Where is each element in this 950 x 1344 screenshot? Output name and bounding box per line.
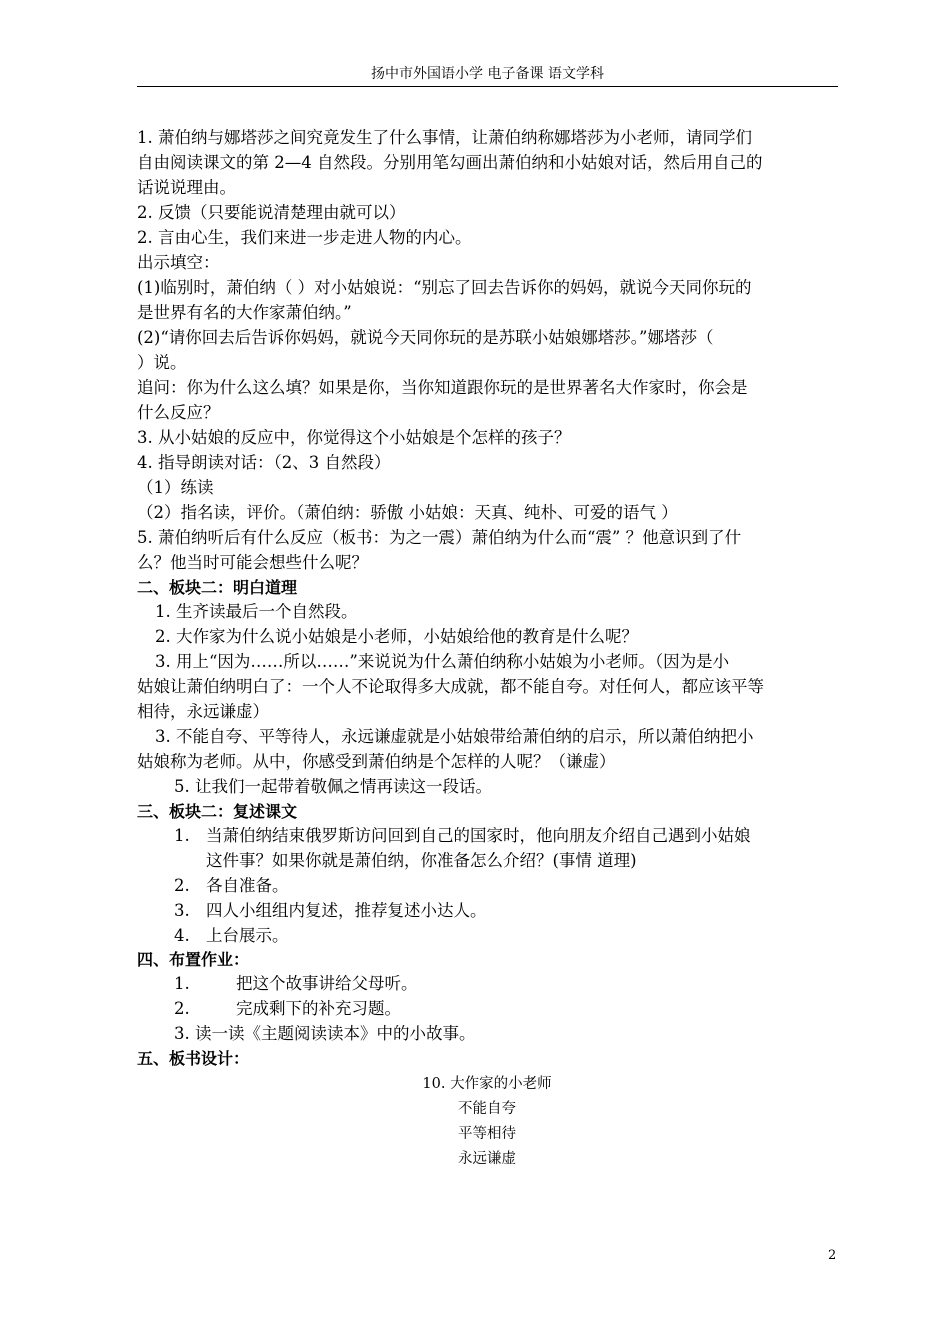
list-item xyxy=(174,874,289,898)
paragraph-line: 3. 从小姑娘的反应中，你觉得这个小姑娘是个怎样的孩子？ xyxy=(137,428,571,447)
list-number: 2. xyxy=(174,876,190,895)
paragraph-line: 追问：你为什么这么填？如果是你，当你知道跟你玩的是世界著名大作家时，你会是 xyxy=(137,378,748,397)
list-item: 3. 读一读《主题阅读读本》中的小故事。 xyxy=(174,1024,476,1043)
list-number: 4. xyxy=(174,926,190,945)
paragraph-line: 话说说理由。 xyxy=(137,178,236,197)
list-item xyxy=(174,824,751,848)
list-item-text: 上台展示。 xyxy=(206,926,289,945)
list-item xyxy=(174,924,289,948)
paragraph-line: 5. 萧伯纳听后有什么反应（板书：为之一震）萧伯纳为什么而“震” ？他意识到了什 xyxy=(137,528,742,547)
list-item: 5. 让我们一起带着敬佩之情再读这一段话。 xyxy=(174,777,492,796)
paragraph-line: 么？他当时可能会想些什么呢？ xyxy=(137,553,368,572)
list-item-text: 四人小组组内复述，推荐复述小达人。 xyxy=(206,901,487,920)
list-item xyxy=(174,899,487,923)
board-line: 永远谦虚 xyxy=(458,1151,516,1167)
board-title: 10. 大作家的小老师 xyxy=(422,1076,552,1092)
board-line: 不能自夸 xyxy=(458,1101,516,1117)
list-item-continuation: 姑娘让萧伯纳明白了：一个人不论取得多大成就，都不能自夸。对任何人，都应该平等 xyxy=(137,677,764,696)
list-number: 3. xyxy=(174,901,190,920)
paragraph-line: （2）指名读，评价。（萧伯纳：骄傲 小姑娘：天真、纯朴、可爱的语气 ） xyxy=(137,503,678,522)
section-heading: 五、板书设计： xyxy=(137,1049,250,1068)
paragraph-line: （1）练读 xyxy=(137,478,214,497)
paragraph-line: 4. 指导朗读对话：（2、3 自然段） xyxy=(137,453,391,472)
paragraph-line: 出示填空： xyxy=(137,253,220,272)
list-item xyxy=(174,972,418,996)
list-item-text: 完成剩下的补充习题。 xyxy=(236,999,401,1018)
board-line: 平等相待 xyxy=(458,1126,516,1142)
list-item: 1. 生齐读最后一个自然段。 xyxy=(155,602,358,621)
paragraph-line: 自由阅读课文的第 2—4 自然段。分别用笔勾画出萧伯纳和小姑娘对话，然后用自己的 xyxy=(137,153,763,172)
paragraph-line: (1)临别时，萧伯纳（ ）对小姑娘说：“别忘了回去告诉你的妈妈，就说今天同你玩的 xyxy=(137,278,752,297)
list-item: 3. 用上“因为……所以……”来说说为什么萧伯纳称小姑娘为小老师。（因为是小 xyxy=(155,652,730,671)
paragraph-line: 1. 萧伯纳与娜塔莎之间究竟发生了什么事情，让萧伯纳称娜塔莎为小老师，请同学们 xyxy=(137,128,752,147)
page-header: 扬中市外国语小学 电子备课 语文学科 xyxy=(371,66,604,82)
list-number: 1. xyxy=(174,974,190,993)
section-heading: 四、布置作业： xyxy=(137,950,250,969)
list-item-continuation: 这件事？如果你就是萧伯纳，你准备怎么介绍？(事情 道理) xyxy=(206,851,637,870)
list-item-text: 当萧伯纳结束俄罗斯访问回到自己的国家时，他向朋友介绍自己遇到小姑娘 xyxy=(206,826,751,845)
section-heading: 三、板块二：复述课文 xyxy=(137,802,298,821)
list-item-text: 各自准备。 xyxy=(206,876,289,895)
page-number: 2 xyxy=(828,1248,837,1263)
paragraph-line: 是世界有名的大作家萧伯纳。” xyxy=(137,303,352,322)
list-item-text: 把这个故事讲给父母听。 xyxy=(236,974,418,993)
paragraph-line: 什么反应？ xyxy=(137,403,220,422)
list-item-continuation: 相待，永远谦虚） xyxy=(137,702,269,721)
list-item: 3. 不能自夸、平等待人，永远谦虚就是小姑娘带给萧伯纳的启示，所以萧伯纳把小 xyxy=(155,727,754,746)
header-divider xyxy=(137,86,838,87)
list-number: 2. xyxy=(174,999,190,1018)
list-item xyxy=(174,997,401,1021)
paragraph-line: (2)“请你回去后告诉你妈妈，就说今天同你玩的是苏联小姑娘娜塔莎。”娜塔莎（ xyxy=(137,328,714,347)
paragraph-line: 2. 言由心生，我们来进一步走进人物的内心。 xyxy=(137,228,472,247)
paragraph-line: 2. 反馈（只要能说清楚理由就可以） xyxy=(137,203,406,222)
list-number: 1. xyxy=(174,826,190,845)
section-heading: 二、板块二：明白道理 xyxy=(137,578,298,597)
paragraph-line: ）说。 xyxy=(137,353,187,372)
list-item: 2. 大作家为什么说小姑娘是小老师，小姑娘给他的教育是什么呢？ xyxy=(155,627,638,646)
list-item-continuation: 姑娘称为老师。从中，你感受到萧伯纳是个怎样的人呢？（谦虚） xyxy=(137,752,616,771)
